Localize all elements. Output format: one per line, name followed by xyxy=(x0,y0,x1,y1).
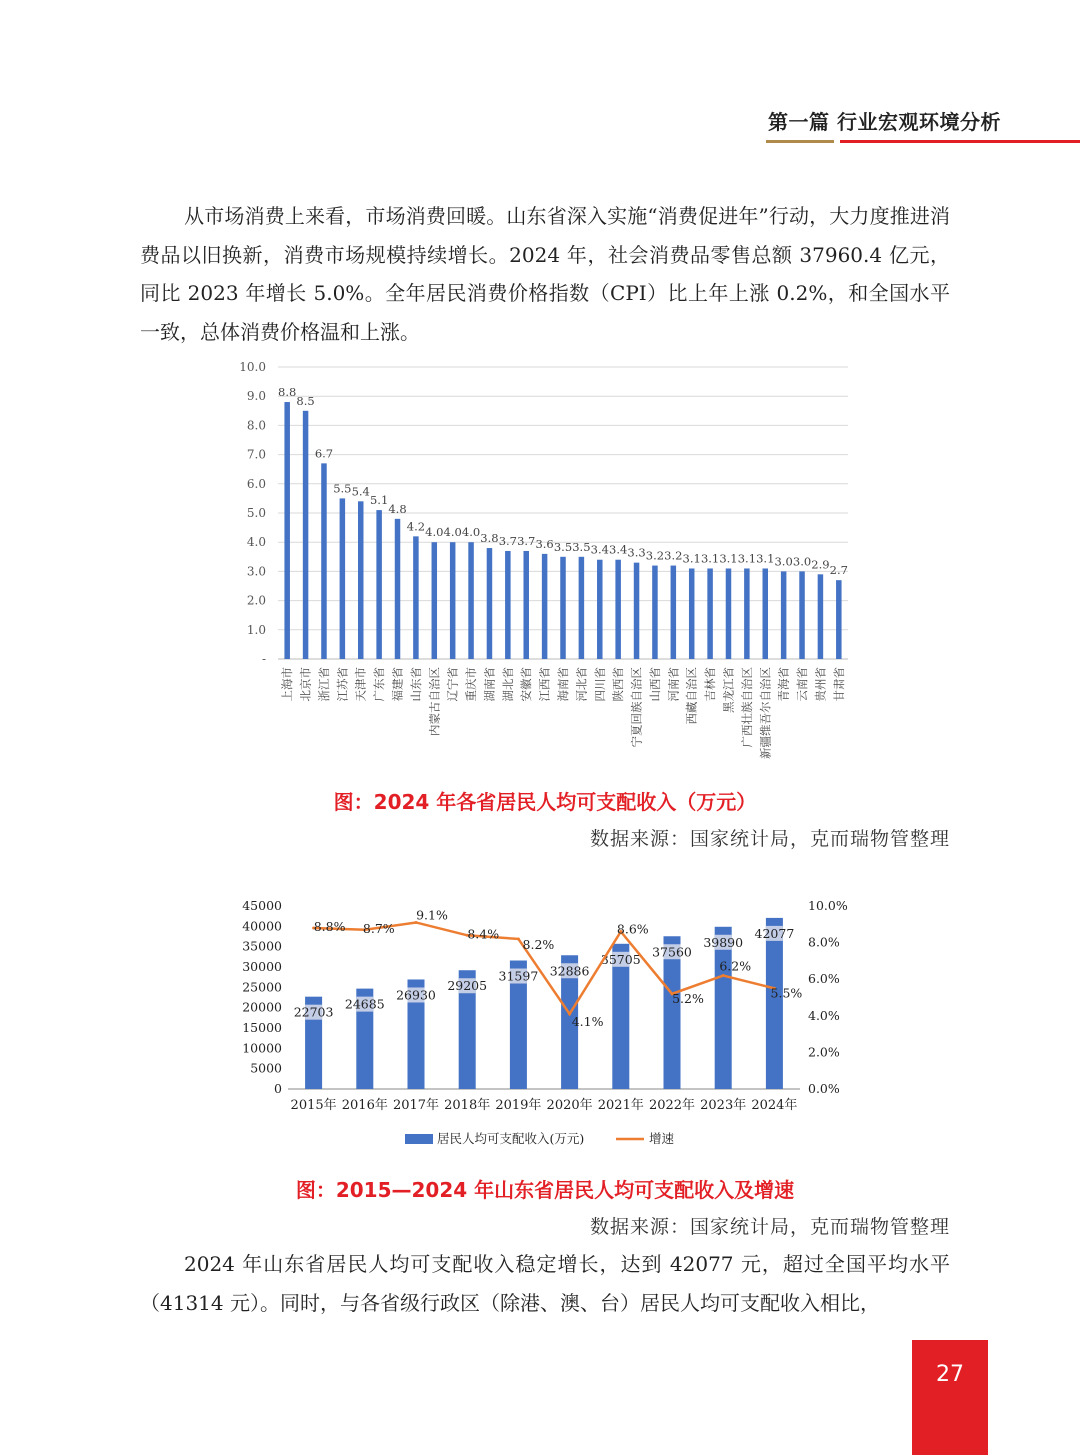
bar-value-label: 3.5 xyxy=(553,539,573,554)
y-tick-label: 7.0 xyxy=(246,447,266,462)
y-tick-label: 8.0 xyxy=(246,418,266,433)
bar-value-label: 3.2 xyxy=(645,548,665,563)
bar xyxy=(432,542,438,659)
y-tick-label: 6.0 xyxy=(246,476,266,491)
bar-value-label: 5.5 xyxy=(333,481,352,496)
section-header-title: 第一篇 行业宏观环境分析 xyxy=(768,110,1001,134)
bar-value-label: 2.7 xyxy=(829,563,848,578)
legend-label-growth: 增速 xyxy=(649,1131,675,1146)
y-tick-label: 45000 xyxy=(242,898,282,913)
bar-value-label: 3.7 xyxy=(517,533,536,548)
x-tick-label: 广西壮族自治区 xyxy=(739,667,754,748)
bar-value-label: 3.8 xyxy=(480,531,499,546)
bar xyxy=(395,519,401,659)
bar-value-label: 24685 xyxy=(344,996,385,1012)
bar-value-label: 4.0 xyxy=(461,525,481,540)
bar-value-label: 3.2 xyxy=(664,548,683,563)
bar xyxy=(652,566,658,659)
bar-value-label: 3.1 xyxy=(756,551,775,566)
y-tick-label: 10000 xyxy=(242,1040,282,1056)
bar-value-label: 22703 xyxy=(293,1004,334,1020)
y-tick-label: 5.0 xyxy=(246,506,266,520)
growth-value-label: 8.2% xyxy=(522,936,555,952)
y-tick-label: 20000 xyxy=(242,999,282,1015)
paragraph-text: 从市场消费上来看，市场消费回暖。山东省深入实施“消费促进年”行动，大力度推进消费品以旧换新，消费市场规模持续增长。2024 年，社会消费品零售总额 37960.4 亿元，同比 2023 年增长 5.0%。全年居民消费价格指数（CPI）比上年上涨 0.2%，和全国水平一致，总体消费价格温和上涨。 xyxy=(140,204,950,344)
bar xyxy=(505,551,511,659)
chart1-caption: 图：2024 年各省居民人均可支配收入（万元） xyxy=(333,790,757,814)
legend-label-income: 居民人均可支配收入(万元) xyxy=(437,1131,585,1146)
x-tick-label: 湖南省 xyxy=(482,667,497,702)
y-tick-label: - xyxy=(261,652,266,666)
x-tick-label: 2022年 xyxy=(648,1098,696,1113)
y-tick-label: 10.0 xyxy=(239,360,266,374)
growth-value-label: 6.2% xyxy=(719,958,752,974)
x-tick-label: 山西省 xyxy=(647,667,662,702)
bar xyxy=(321,463,327,659)
chart2-caption: 图：2015—2024 年山东省居民人均可支配收入及增速 xyxy=(295,1178,795,1202)
page-number-badge xyxy=(912,1340,988,1455)
bar xyxy=(707,568,713,659)
growth-value-label: 8.6% xyxy=(616,921,649,937)
body-paragraph-consumption xyxy=(140,197,950,351)
bar xyxy=(671,566,677,659)
bar xyxy=(468,542,474,659)
paragraph-text: 2024 年山东省居民人均可支配收入稳定增长，达到 42077 元，超过全国平均水平（41314 元）。同时，与各省级行政区（除港、澳、台）居民人均可支配收入相比， xyxy=(140,1252,950,1315)
bar-value-label: 5.1 xyxy=(369,493,389,508)
x-tick-label: 安徽省 xyxy=(519,667,534,702)
y-tick-label: 40000 xyxy=(242,918,282,934)
x-tick-label: 宁夏回族自治区 xyxy=(629,667,644,748)
x-tick-label: 河南省 xyxy=(666,667,681,702)
bar xyxy=(358,501,364,659)
bar-value-label: 3.1 xyxy=(700,551,720,566)
growth-value-label: 8.7% xyxy=(362,920,395,936)
bar xyxy=(579,557,585,659)
provincial-income-bar-chart xyxy=(230,355,860,780)
header-rule-red xyxy=(840,140,1080,143)
growth-point xyxy=(722,974,725,977)
chart2-source: 数据来源：国家统计局，克而瑞物管整理 xyxy=(589,1216,950,1238)
bar xyxy=(634,563,640,659)
x-tick-label: 2019年 xyxy=(495,1098,542,1113)
y-tick-label: 30000 xyxy=(242,959,282,974)
income-bar xyxy=(766,918,783,1089)
bar-value-label: 3.6 xyxy=(535,536,554,551)
bar xyxy=(781,571,787,659)
y-tick-label: 1.0 xyxy=(246,622,266,637)
x-tick-label: 山东省 xyxy=(408,667,423,702)
y-tick-label: 9.0 xyxy=(246,389,266,404)
bar xyxy=(689,568,695,659)
bar-value-label: 3.4 xyxy=(609,542,628,557)
bar-value-label: 26930 xyxy=(396,987,436,1003)
x-tick-label: 内蒙古自治区 xyxy=(427,667,442,736)
bar-value-label: 4.0 xyxy=(443,525,462,540)
bar xyxy=(836,580,842,659)
income-bar xyxy=(715,927,732,1089)
bar-value-label: 4.2 xyxy=(406,519,426,534)
bar-value-label: 32886 xyxy=(549,963,590,979)
bar-value-label: 31597 xyxy=(498,968,539,984)
y2-tick-label: 6.0% xyxy=(808,971,840,987)
x-tick-label: 2024年 xyxy=(751,1098,798,1113)
bar-value-label: 4.8 xyxy=(388,501,407,516)
growth-value-label: 5.2% xyxy=(672,990,704,1006)
x-tick-label: 河北省 xyxy=(574,667,589,702)
x-tick-label: 福建省 xyxy=(390,667,405,702)
bar xyxy=(542,554,548,659)
bar-value-label: 3.0 xyxy=(792,554,812,569)
x-tick-label: 辽宁省 xyxy=(445,667,460,702)
bar-value-label: 3.3 xyxy=(627,545,646,560)
header-rule-gold xyxy=(766,140,834,143)
x-tick-label: 上海市 xyxy=(280,667,295,702)
body-paragraph-income xyxy=(140,1245,950,1322)
bar-value-label: 8.8 xyxy=(278,385,297,400)
x-tick-label: 江苏省 xyxy=(335,667,350,702)
x-tick-label: 广东省 xyxy=(372,667,387,702)
bar-value-label: 29205 xyxy=(447,978,488,994)
x-tick-label: 西藏自治区 xyxy=(684,667,699,725)
chart1-source: 数据来源：国家统计局，克而瑞物管整理 xyxy=(589,828,950,850)
x-tick-label: 吉林省 xyxy=(703,667,718,702)
y2-tick-label: 10.0% xyxy=(808,898,848,913)
x-tick-label: 贵州省 xyxy=(813,667,828,702)
x-tick-label: 海南省 xyxy=(556,667,570,702)
y-tick-label: 2.0 xyxy=(246,593,266,608)
x-tick-label: 浙江省 xyxy=(316,667,331,702)
bar-value-label: 37560 xyxy=(652,944,692,960)
x-tick-label: 黑龙江省 xyxy=(721,667,736,713)
bar xyxy=(615,560,621,659)
x-tick-label: 2023年 xyxy=(700,1098,747,1113)
bar xyxy=(560,557,566,659)
y-tick-label: 35000 xyxy=(242,938,282,954)
bar xyxy=(376,510,382,659)
x-tick-label: 四川省 xyxy=(592,667,607,702)
x-tick-label: 湖北省 xyxy=(500,667,515,702)
bar xyxy=(303,411,309,659)
bar-value-label: 5.4 xyxy=(351,484,370,499)
x-tick-label: 北京市 xyxy=(298,667,313,702)
y-tick-label: 0 xyxy=(274,1081,282,1096)
growth-value-label: 8.8% xyxy=(313,918,346,934)
growth-value-label: 4.1% xyxy=(571,1013,604,1029)
bar-value-label: 2.9 xyxy=(811,557,830,572)
bar xyxy=(284,402,290,659)
x-tick-label: 2015年 xyxy=(290,1098,337,1113)
x-tick-label: 云南省 xyxy=(795,667,810,702)
y-tick-label: 15000 xyxy=(242,1020,282,1035)
bar xyxy=(597,560,603,659)
growth-value-label: 5.5% xyxy=(770,985,803,1001)
bar xyxy=(450,542,456,659)
bar-value-label: 3.5 xyxy=(572,539,591,554)
bar xyxy=(744,568,750,659)
growth-point xyxy=(517,937,520,940)
y-tick-label: 25000 xyxy=(242,979,282,995)
bar-value-label: 42077 xyxy=(754,925,795,941)
x-tick-label: 青海省 xyxy=(776,667,791,702)
bar-value-label: 3.1 xyxy=(737,551,757,566)
bar xyxy=(726,568,732,659)
x-tick-label: 2020年 xyxy=(546,1098,593,1113)
bar xyxy=(799,571,805,659)
legend-swatch-bar xyxy=(405,1134,433,1144)
bar xyxy=(413,536,419,659)
bar-value-label: 39890 xyxy=(703,934,744,950)
x-tick-label: 天津市 xyxy=(353,667,368,702)
x-tick-label: 2017年 xyxy=(392,1098,440,1113)
bar-value-label: 3.0 xyxy=(774,554,793,569)
x-tick-label: 2021年 xyxy=(597,1098,644,1113)
bar-value-label: 3.1 xyxy=(682,551,701,566)
y2-tick-label: 0.0% xyxy=(808,1081,840,1096)
bar xyxy=(487,548,493,659)
bar xyxy=(763,568,769,659)
bar xyxy=(340,498,346,659)
x-tick-label: 江西省 xyxy=(537,667,552,702)
page-number: 27 xyxy=(936,1362,964,1387)
bar-value-label: 4.0 xyxy=(425,525,444,540)
x-tick-label: 甘肃省 xyxy=(831,667,846,702)
shandong-income-combo-chart xyxy=(230,892,870,1162)
y2-tick-label: 4.0% xyxy=(808,1007,840,1023)
y-tick-label: 5000 xyxy=(250,1060,282,1076)
bar-value-label: 3.7 xyxy=(498,533,517,548)
y-tick-label: 3.0 xyxy=(246,564,266,579)
bar-value-label: 6.7 xyxy=(314,446,334,461)
growth-point xyxy=(568,1012,571,1015)
x-tick-label: 2018年 xyxy=(444,1098,491,1113)
bar-value-label: 3.4 xyxy=(590,542,609,557)
bar xyxy=(818,574,824,659)
x-tick-label: 重庆市 xyxy=(464,667,479,702)
x-tick-label: 新疆维吾尔自治区 xyxy=(758,667,773,759)
bar-value-label: 35705 xyxy=(600,951,641,967)
y2-tick-label: 2.0% xyxy=(808,1044,840,1060)
bar xyxy=(523,551,529,659)
growth-value-label: 9.1% xyxy=(416,907,448,923)
x-tick-label: 陕西省 xyxy=(611,667,626,702)
growth-value-label: 8.4% xyxy=(467,926,500,942)
bar-value-label: 3.1 xyxy=(719,551,738,566)
bar-value-label: 8.5 xyxy=(296,393,315,408)
x-tick-label: 2016年 xyxy=(341,1098,388,1113)
y-tick-label: 4.0 xyxy=(246,535,266,550)
y2-tick-label: 8.0% xyxy=(808,934,840,950)
